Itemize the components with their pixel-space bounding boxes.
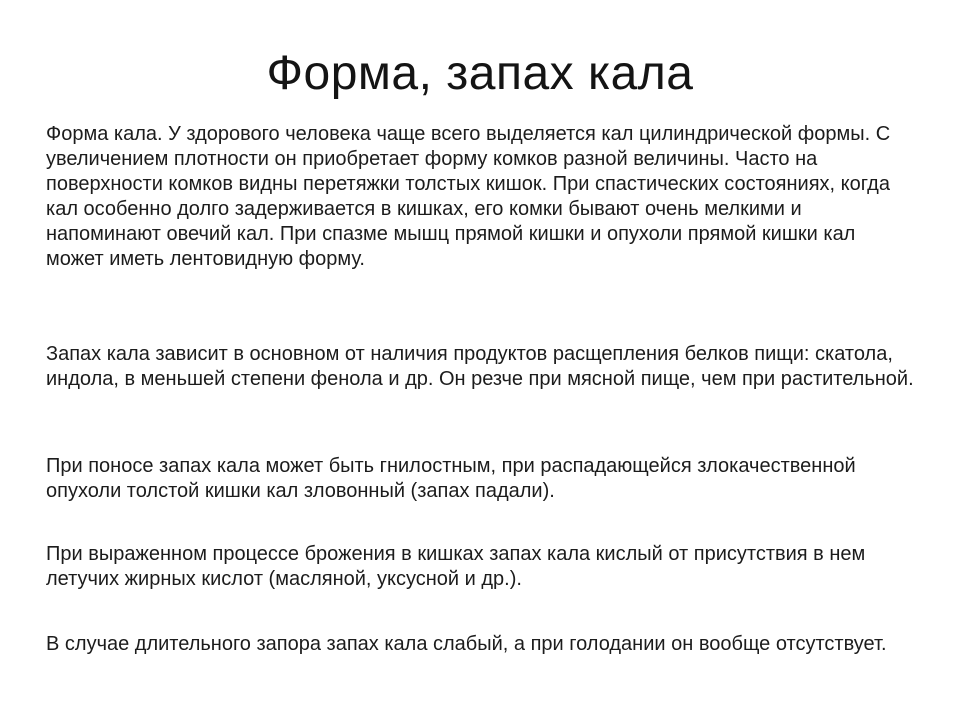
paragraph-stool-odor: Запах кала зависит в основном от наличия продуктов расщепления белков пищи: скатола, индола, в меньшей степени фенола и др. Он резче при мясной пище, чем при растительной. xyxy=(46,343,914,390)
paragraph-fermentation-odor: При выраженном процессе брожения в кишках запах кала кислый от присутствия в нем летучих жирных кислот (масляной, уксусной и др.). xyxy=(46,543,866,590)
paragraph-constipation-odor: В случае длительного запора запах кала слабый, а при голодании он вообще отсутствует. xyxy=(46,633,887,655)
slide-title: Форма, запах кала xyxy=(266,47,694,100)
paragraph-stool-shape: Форма кала. У здорового человека чаще всего выделяется кал цилиндрической формы. С увеличением плотности он приобретает форму комков разной величины. Часто на поверхности комков видны перетяжки толстых кишок. При спастических состояниях, когда кал особенно долго задерживается в кишках, его комки бывают очень мелкими и напоминают овечий кал. При спазме мышц прямой кишки и опухоли прямой кишки кал может иметь лентовидную форму. xyxy=(46,123,891,270)
paragraph-diarrhea-odor: При поносе запах кала может быть гнилостным, при распадающейся злокачественной опухоли толстой кишки кал зловонный (запах падали). xyxy=(46,455,856,502)
